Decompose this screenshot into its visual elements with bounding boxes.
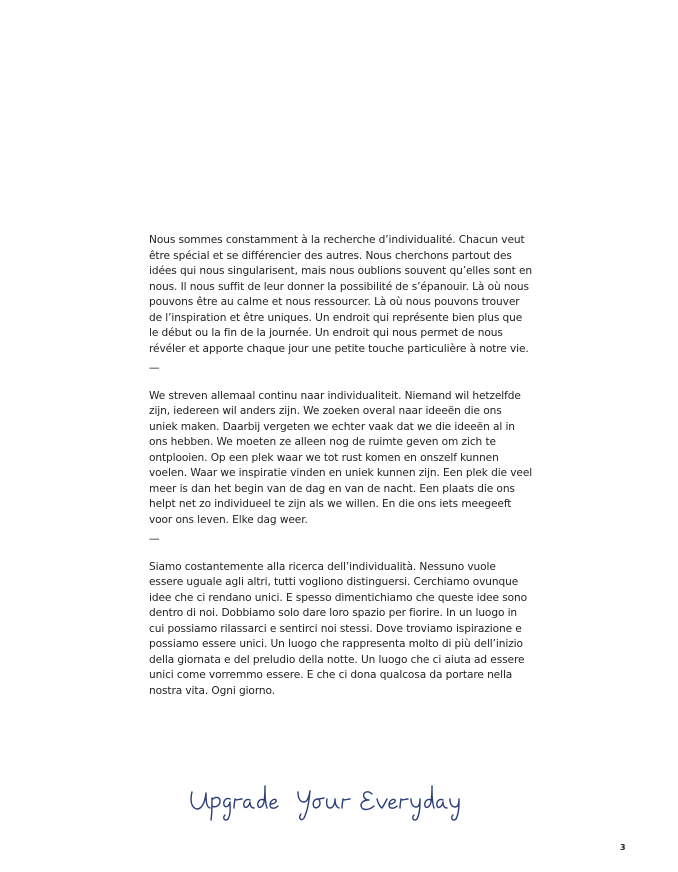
page-number: 3: [620, 843, 626, 852]
paragraph-italian: Siamo costantemente alla ricerca dell’individualità. Nessuno vuole essere uguale agli altri, tutti vogliono distinguersi. Cerchiamo ovunque idee che ci rendano unici. E spesso dimentichiamo che queste idee sono dentro di noi. Dobbiamo solo dare loro spazio per fiorire. In un luogo in cui possiamo rilassarci e sentirci noi stessi. Dove troviamo ispirazione e possiamo essere unici. Un luogo che rappresenta molto di più dell’inizio della giornata e del preludio della notte. Un luogo che ci aiuta ad essere unici come vorremmo essere. E che ci dona qualcosa da portare nella nostra vita. Ogni giorno.: [149, 560, 528, 697]
section-separator: —: [149, 362, 160, 374]
body-text: [149, 233, 533, 699]
paragraph-dutch: We streven allemaal continu naar individualiteit. Niemand wil hetzelfde zijn, iedereen wil anders zijn. We zoeken overal naar ideeën die ons uniek maken. Daarbij vergeten we echter vaak dat we die ideeën al in ons hebben. We moeten ze alleen nog de ruimte geven om zich te ontplooien. Op een plek waar we tot rust komen en onszelf kunnen voelen. Waar we inspiratie vinden en uniek kunnen zijn. Een plek die veel meer is dan het begin van de dag en van de nacht. Een plaats die ons helpt net zo individueel te zijn als we willen. En die ons iets meegeeft voor ons leven. Elke dag weer.: [149, 389, 533, 526]
tagline-signature-graphic: [188, 780, 488, 824]
section-separator: —: [149, 533, 160, 545]
paragraph-french: Nous sommes constamment à la recherche d’individualité. Chacun veut être spécial et se différencier des autres. Nous cherchons partout des idées qui nous singularisent, mais nous oublions souvent qu’elles sont en nous. Il nous suffit de leur donner la possibilité de s’épanouir. Là où nous pouvons être au calme et nous ressourcer. Là où nous pouvons trouver de l’inspiration et être uniques. Un endroit qui représente bien plus que le début ou la fin de la journée. Un endroit qui nous permet de nous révéler et apporte chaque jour une petite touche particulière à notre vie.: [149, 234, 532, 355]
handwritten-tagline: [188, 780, 488, 824]
